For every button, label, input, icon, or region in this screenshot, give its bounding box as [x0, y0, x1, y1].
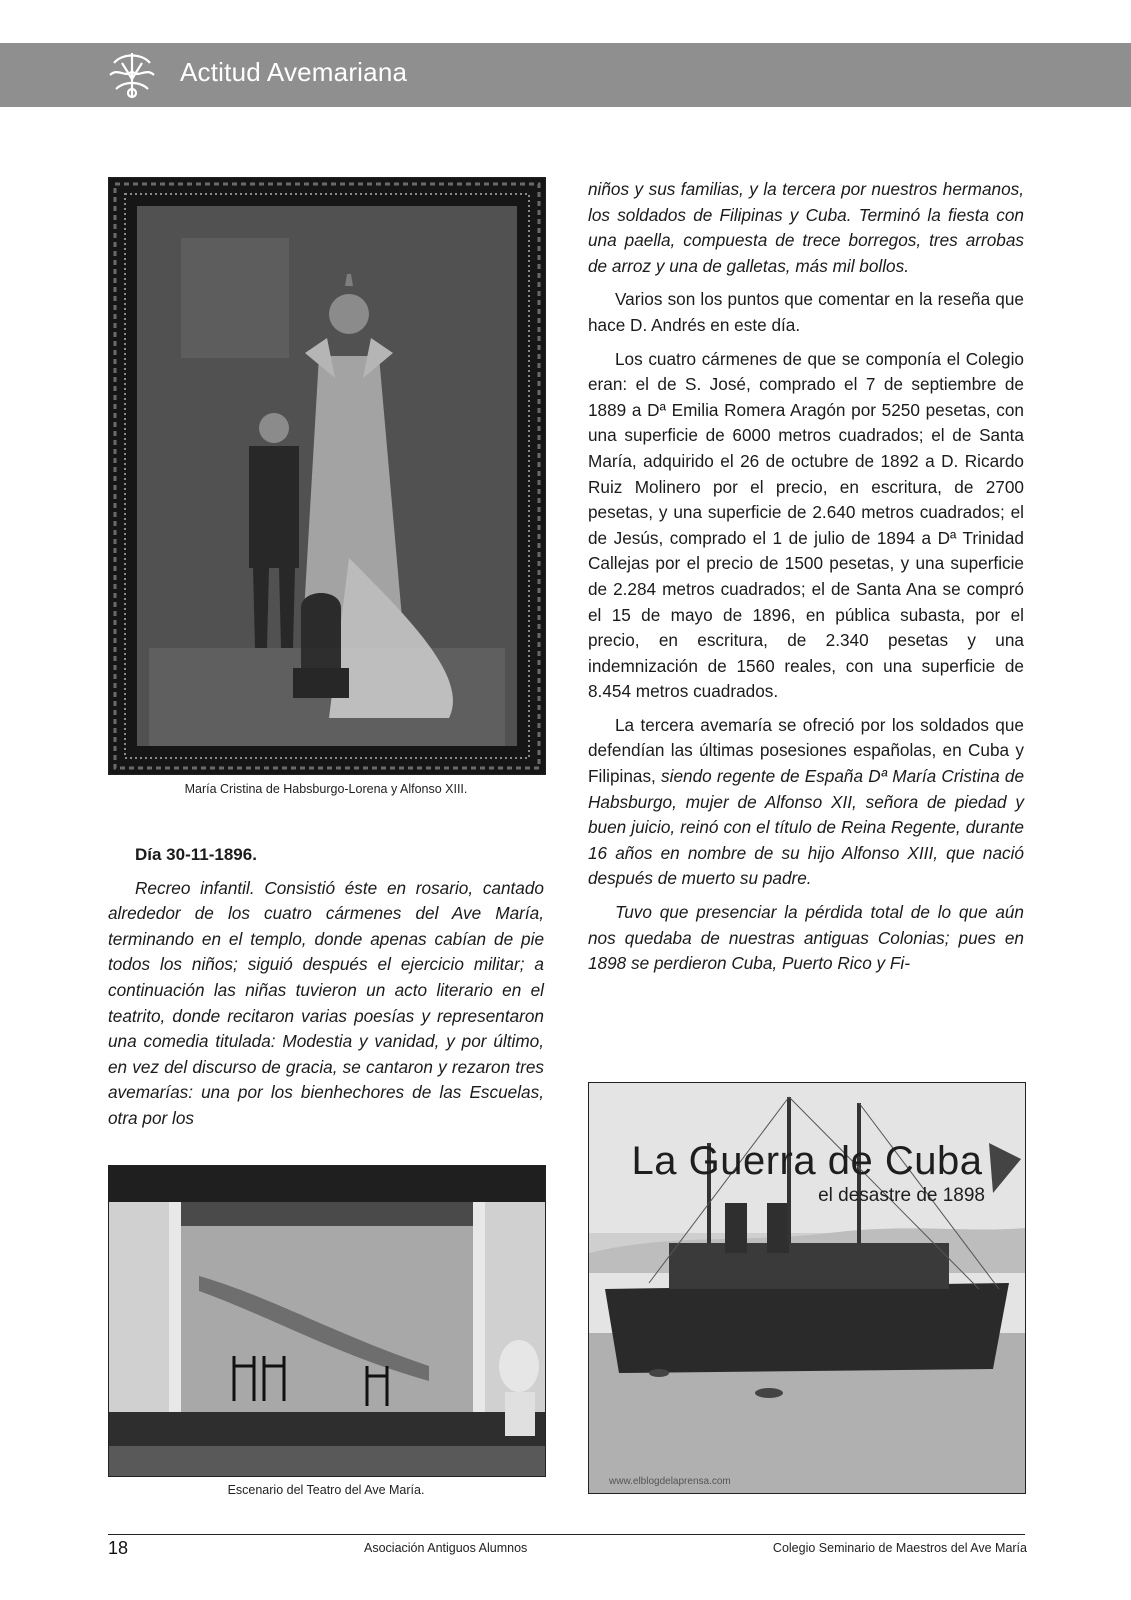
right-paragraph-4-italic: siendo regente de España Dª María Cristina de Habsburgo, mujer de Alfonso XII, señora de piedad y buen juicio, reinó con el título de Reina Regente, durante 16 años en nombre de su hijo Alfonso XIII, que nació después de muerto su padre.: [588, 766, 1024, 889]
entry-date-heading: Día 30-11-1896.: [135, 845, 257, 864]
poster-photo: [588, 1082, 1026, 1494]
right-paragraph-3: Los cuatro cármenes de que se componía el Colegio eran: el de S. José, comprado el 7 de septiembre de 1889 a Dª Emilia Romera Aragón por 5250 pesetas, con una superficie de 6000 metros cuadrados; el de Santa María, adquirido el 26 de octubre de 1892 a D. Ricardo Ruiz Molinero por el precio, en escritura, de 2700 pesetas, y una superficie de 2.640 metros cuadrados; el de Jesús, comprado el 1 de julio de 1894 a Dª Trinidad Callejas por el precio de 1500 pesetas, y una superficie de 2.284 metros cuadrados; el de Santa Ana se compró el 15 de mayo de 1896, en pública subasta, por el precio, en escritura, de 2.340 pesetas y una indemnización de 1560 reales, con una superficie de 8.454 metros cuadrados.: [588, 348, 1024, 702]
ave-maria-monogram-icon: [104, 49, 160, 101]
left-column: [108, 842, 544, 1140]
portrait-caption: María Cristina de Habsburgo-Lorena y Alfonso XIII.: [184, 782, 468, 796]
stage-photo: [108, 1165, 546, 1477]
footer-rule: [108, 1534, 1025, 1535]
right-paragraph-4-start: La tercera avemaría se ofreció por los soldados que defendían las últimas posesiones españolas, en Cuba y Filipinas,: [588, 714, 1024, 787]
poster-url: www.elblogdelaprensa.com: [609, 1476, 731, 1487]
page-header-title: Actitud Avemariana: [180, 57, 408, 87]
right-paragraph-5: Tuvo que presenciar la pérdida total de lo que aún nos quedaba de nuestras antiguas Colonias; pues en 1898 se perdieron Cuba, Puerto Rico y Fi-: [588, 902, 1024, 974]
right-paragraph-4: [588, 713, 1024, 892]
right-paragraph-1: niños y sus familias, y la tercera por nuestros hermanos, los soldados de Filipinas y Cuba. Terminó la fiesta con una paella, compuesta de trece borregos, tres arrobas de arroz y una de galletas, más mil bollos.: [588, 179, 1024, 276]
portrait-photo: [108, 177, 546, 775]
right-paragraph-2: Varios son los puntos que comentar en la reseña que hace D. Andrés en este día.: [588, 289, 1024, 335]
right-column: [588, 177, 1024, 985]
stage-caption: Escenario del Teatro del Ave María.: [227, 1483, 425, 1497]
left-paragraph: Recreo infantil. Consistió éste en rosario, cantado alrededor de los cuatro cármenes del Ave María, terminando en el templo, donde apenas cabían de pie todos los niños; siguió después el ejercicio militar; a continuación las niñas tuvieron un acto literario en el teatrito, donde recitaron varias poesías y representaron una comedia titulada: Modestia y vanidad, y por último, en vez del discurso de gracia, se cantaron y rezaron tres avemarías: una por los bienhechores de las Escuelas, otra por los: [108, 877, 544, 1128]
footer-school: Colegio Seminario de Maestros del Ave María: [772, 1541, 1027, 1555]
page-number: 18: [108, 1538, 129, 1558]
footer-association: Asociación Antiguos Alumnos: [364, 1541, 528, 1555]
poster-title: La Guerra de Cuba: [631, 1139, 983, 1183]
header-bar: [0, 43, 1131, 107]
poster-subtitle: el desastre de 1898: [818, 1185, 985, 1206]
